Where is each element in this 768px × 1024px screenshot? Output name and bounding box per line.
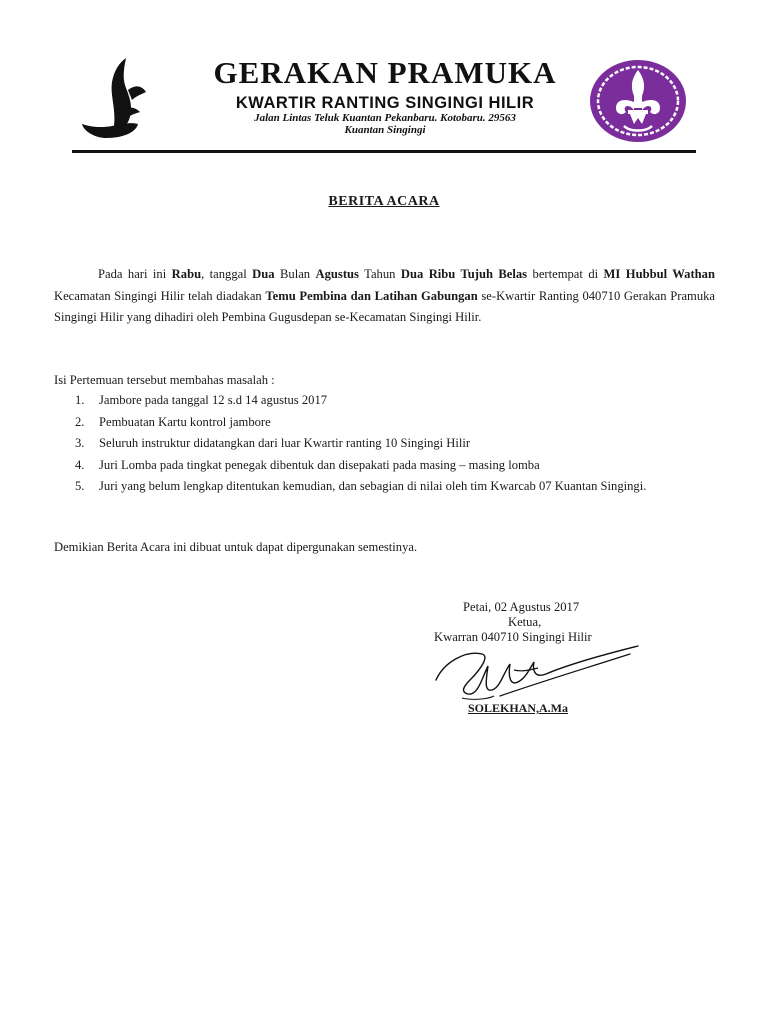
list-item — [54, 433, 715, 455]
org-title: GERAKAN PRAMUKA — [213, 55, 557, 90]
letterhead-divider — [72, 150, 696, 153]
handwritten-signature — [430, 640, 645, 710]
text-segment: , tanggal — [201, 267, 253, 281]
month-bold: Agustus — [315, 267, 359, 281]
list-item — [54, 476, 715, 498]
text-segment: bertempat di — [527, 267, 604, 281]
list-text: Seluruh instruktur didatangkan dari luar Kwartir ranting 10 Singingi Hilir — [99, 436, 471, 450]
opening-paragraph — [54, 264, 715, 329]
signature-organization: Kwarran 040710 Singingi Hilir — [434, 630, 592, 644]
list-number: 4. — [75, 457, 85, 472]
text-segment: Kecamatan Singingi Hilir telah diadakan — [54, 288, 266, 303]
event-bold: Temu Pembina dan Latihan Gabungan — [265, 288, 478, 303]
signatory-name: SOLEKHAN,A.Ma — [468, 701, 569, 715]
date-bold: Dua — [252, 267, 275, 281]
wosm-emblem-logo — [588, 58, 688, 144]
venue-bold: MI Hubbul Wathan — [603, 267, 715, 281]
agenda-list — [54, 390, 715, 498]
list-item — [54, 455, 715, 477]
day-bold: Rabu — [171, 267, 202, 281]
list-number: 3. — [75, 436, 85, 450]
address-line-1: Jalan Lintas Teluk Kuantan Pekanbaru. Kotobaru. 29563 — [254, 112, 516, 124]
list-text: Jambore pada tanggal 12 s.d 14 agustus 2017 — [99, 393, 328, 407]
tunas-kelapa-logo — [76, 56, 156, 142]
closing-statement: Demikian Berita Acara ini dibuat untuk dapat dipergunakan semestinya. — [54, 540, 418, 554]
org-address — [150, 112, 620, 136]
text-segment: Tahun — [358, 267, 401, 281]
list-item — [54, 412, 715, 434]
signature-role: Ketua, — [508, 615, 542, 629]
address-line-2: Kuantan Singingi — [344, 124, 426, 136]
year-bold: Dua Ribu Tujuh Belas — [400, 267, 528, 281]
list-number: 5. — [75, 479, 85, 493]
signature-place-date: Petai, 02 Agustus 2017 — [463, 600, 580, 614]
agenda-intro: Isi Pertemuan tersebut membahas masalah : — [54, 373, 275, 387]
list-text: Juri yang belum lengkap ditentukan kemudian, dan sebagian di nilai oleh tim Kwarcab 07 Kuantan Singingi. — [99, 479, 647, 493]
text-segment: Bulan — [274, 267, 316, 281]
list-number: 1. — [75, 393, 85, 407]
list-number: 2. — [75, 414, 85, 429]
list-item — [54, 390, 715, 412]
text-segment: se-Kwartir Ranting 040710 Gerakan Pramuka Singingi Hilir yang dihadiri oleh Pembina Gugusdepan se-Kecamatan Singingi Hilir. — [54, 288, 716, 324]
list-text: Pembuatan Kartu kontrol jambore — [99, 414, 271, 429]
list-text: Juri Lomba pada tingkat penegak dibentuk dan disepakati pada masing – masing lomba — [99, 457, 540, 472]
document-title: BERITA ACARA — [328, 194, 440, 209]
org-subtitle: KWARTIR RANTING SINGINGI HILIR — [235, 94, 535, 112]
text-segment: Pada hari ini — [98, 267, 172, 281]
